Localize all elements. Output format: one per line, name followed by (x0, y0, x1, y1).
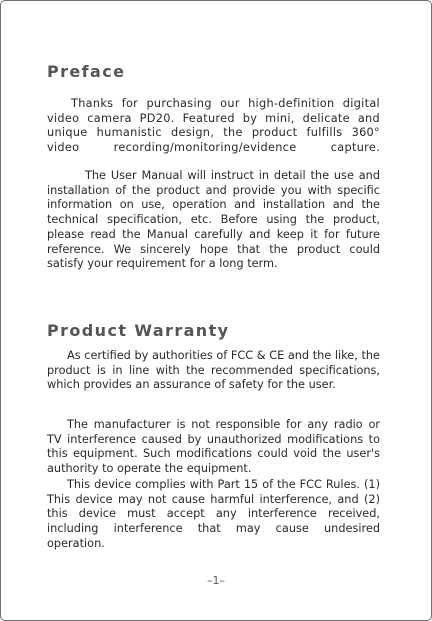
warranty-paragraph-fcc-compliance: This device complies with Part 15 of the FCC Rules. (1) This device may not cause harmful interference, and (2) this device must accept any interference received, including interference that may cause undesired operation. (47, 478, 380, 550)
product-warranty-heading: Product Warranty (47, 321, 230, 340)
preface-paragraph-intro: Thanks for purchasing our high-definition digital video camera PD20. Featured by mini, delicate and unique humanistic design, the product fulfills 360° video recording/monitoring/evidence capture. (47, 97, 380, 155)
warranty-paragraph-certification: As certified by authorities of FCC & CE and the like, the product is in line with the recommended specifications, which provides an assurance of safety for the user. (47, 349, 380, 392)
warranty-paragraph-interference: The manufacturer is not responsible for any radio or TV interference caused by unauthorized modifications to this equipment. Such modifications could void the user's authority to operate the equipment. (47, 418, 380, 476)
page-number: –1– (207, 574, 225, 587)
preface-paragraph-manual: The User Manual will instruct in detail the use and installation of the product and provide you with specific information on use, operation and installation and the technical specification, etc. Before using the product, please read the Manual carefully and keep it for future reference. We sincerely hope that the product could satisfy your requirement for a long term. (47, 169, 380, 271)
preface-heading: Preface (47, 62, 126, 81)
